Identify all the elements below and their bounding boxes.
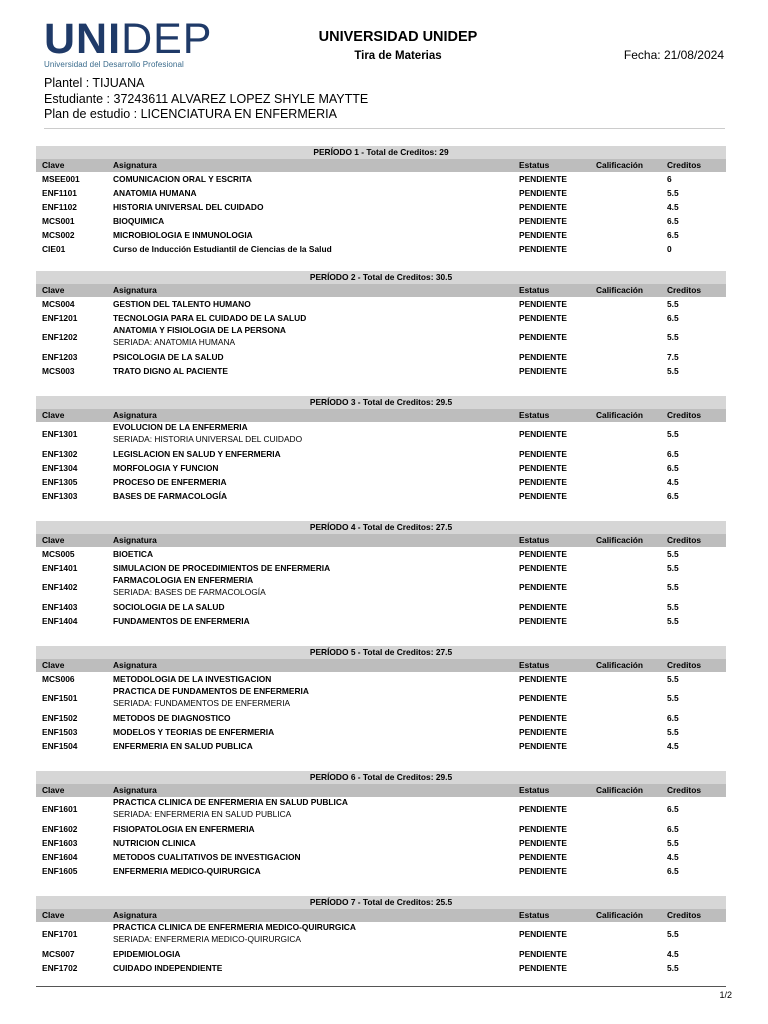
period-header: PERÍODO 3 - Total de Creditos: 29.5 — [36, 396, 726, 409]
col-header-estatus: Estatus — [519, 910, 550, 920]
col-header-asignatura: Asignatura — [113, 535, 157, 545]
subject-status: PENDIENTE — [519, 616, 567, 626]
subject-credits: 5.5 — [667, 332, 679, 342]
subject-credits: 6.5 — [667, 804, 679, 814]
subject-code: MCS002 — [42, 230, 75, 240]
subject-name: Curso de Inducción Estudiantil de Ciencias de la Salud — [113, 244, 332, 254]
subject-code: ENF1502 — [42, 713, 78, 723]
subject-name: TECNOLOGIA PARA EL CUIDADO DE LA SALUD — [113, 313, 307, 323]
subject-name-cell — [113, 547, 153, 561]
subject-row — [36, 547, 726, 561]
subject-credits: 6.5 — [667, 216, 679, 226]
subject-credits: 6.5 — [667, 824, 679, 834]
prerequisite-note: SERIADA: HISTORIA UNIVERSAL DEL CUIDADO — [113, 433, 303, 444]
col-header-asignatura: Asignatura — [113, 660, 157, 670]
subject-name-cell — [113, 600, 225, 614]
column-headers — [36, 284, 726, 297]
subject-code: MSEE001 — [42, 174, 80, 184]
subject-name-cell — [113, 461, 218, 475]
subject-row — [36, 575, 726, 600]
subject-name-cell — [113, 242, 332, 256]
subject-status: PENDIENTE — [519, 963, 567, 973]
col-header-creditos: Creditos — [667, 660, 701, 670]
subject-name: METODOS DE DIAGNOSTICO — [113, 713, 231, 723]
subject-credits: 5.5 — [667, 727, 679, 737]
subject-credits: 6.5 — [667, 230, 679, 240]
subject-status: PENDIENTE — [519, 866, 567, 876]
subject-row — [36, 797, 726, 822]
subject-code: ENF1701 — [42, 929, 78, 939]
col-header-calificacion: Calificación — [596, 910, 644, 920]
page-number: 1/2 — [719, 990, 732, 1000]
subject-name: LEGISLACION EN SALUD Y ENFERMERIA — [113, 449, 281, 459]
subject-credits: 5.5 — [667, 616, 679, 626]
col-header-estatus: Estatus — [519, 285, 550, 295]
subject-status: PENDIENTE — [519, 216, 567, 226]
subject-status: PENDIENTE — [519, 713, 567, 723]
subject-name: TRATO DIGNO AL PACIENTE — [113, 366, 228, 376]
subject-name-cell — [113, 711, 231, 725]
period-table — [36, 396, 726, 503]
subject-row — [36, 614, 726, 628]
period-header: PERÍODO 7 - Total de Creditos: 25.5 — [36, 896, 726, 909]
subject-row — [36, 350, 726, 364]
col-header-calificacion: Calificación — [596, 660, 644, 670]
subject-row — [36, 447, 726, 461]
period-header: PERÍODO 1 - Total de Creditos: 29 — [36, 146, 726, 159]
subject-credits: 4.5 — [667, 202, 679, 212]
subject-name-cell — [113, 797, 348, 820]
subject-name: BASES DE FARMACOLOGÍA — [113, 491, 227, 501]
subject-code: MCS003 — [42, 366, 75, 376]
subject-name: HISTORIA UNIVERSAL DEL CUIDADO — [113, 202, 264, 212]
prerequisite-note: SERIADA: ANATOMIA HUMANA — [113, 336, 236, 347]
subject-code: ENF1201 — [42, 313, 78, 323]
subject-row — [36, 864, 726, 878]
subject-status: PENDIENTE — [519, 202, 567, 212]
logo-wordmark — [44, 15, 213, 63]
col-header-clave: Clave — [42, 660, 65, 670]
prerequisite-note: SERIADA: FUNDAMENTOS DE ENFERMERIA — [113, 697, 291, 708]
subject-credits: 5.5 — [667, 929, 679, 939]
subject-name-cell — [113, 961, 222, 975]
subject-credits: 5.5 — [667, 188, 679, 198]
subject-code: ENF1301 — [42, 429, 78, 439]
subject-credits: 5.5 — [667, 366, 679, 376]
subject-name-cell — [113, 864, 261, 878]
col-header-asignatura: Asignatura — [113, 785, 157, 795]
issue-date: Fecha: 21/08/2024 — [623, 48, 724, 62]
col-header-calificacion: Calificación — [596, 160, 644, 170]
subject-row — [36, 686, 726, 711]
subject-credits: 6.5 — [667, 866, 679, 876]
subject-status: PENDIENTE — [519, 674, 567, 684]
subject-name: ENFERMERIA MEDICO-QUIRURGICA — [113, 866, 261, 876]
plantel-line: Plantel : TIJUANA — [44, 76, 145, 90]
prerequisite-note: SERIADA: BASES DE FARMACOLOGÍA — [113, 586, 266, 597]
subject-name: ANATOMIA HUMANA — [113, 188, 197, 198]
subject-status: PENDIENTE — [519, 582, 567, 592]
col-header-calificacion: Calificación — [596, 410, 644, 420]
subject-status: PENDIENTE — [519, 929, 567, 939]
subject-row — [36, 850, 726, 864]
subject-name-cell — [113, 228, 253, 242]
subject-credits: 6.5 — [667, 463, 679, 473]
subject-status: PENDIENTE — [519, 230, 567, 240]
subject-code: ENF1303 — [42, 491, 78, 501]
subject-credits: 4.5 — [667, 852, 679, 862]
subject-credits: 4.5 — [667, 741, 679, 751]
subject-code: ENF1603 — [42, 838, 78, 848]
subject-row — [36, 364, 726, 378]
col-header-estatus: Estatus — [519, 410, 550, 420]
subject-row — [36, 242, 726, 256]
column-headers — [36, 784, 726, 797]
subject-name-cell — [113, 172, 252, 186]
period-header: PERÍODO 6 - Total de Creditos: 29.5 — [36, 771, 726, 784]
subject-name: FUNDAMENTOS DE ENFERMERIA — [113, 616, 250, 626]
subject-row — [36, 422, 726, 447]
subject-credits: 5.5 — [667, 299, 679, 309]
subject-code: ENF1304 — [42, 463, 78, 473]
subject-status: PENDIENTE — [519, 463, 567, 473]
university-title: UNIVERSIDAD UNIDEP — [318, 29, 478, 45]
subject-credits: 5.5 — [667, 693, 679, 703]
subject-status: PENDIENTE — [519, 838, 567, 848]
col-header-clave: Clave — [42, 410, 65, 420]
col-header-creditos: Creditos — [667, 535, 701, 545]
col-header-asignatura: Asignatura — [113, 160, 157, 170]
subject-status: PENDIENTE — [519, 602, 567, 612]
subject-credits: 4.5 — [667, 477, 679, 487]
subject-name-cell — [113, 186, 197, 200]
subject-name-cell — [113, 575, 266, 598]
subject-status: PENDIENTE — [519, 549, 567, 559]
subject-row — [36, 200, 726, 214]
subject-status: PENDIENTE — [519, 429, 567, 439]
subject-name: PRACTICA CLINICA DE ENFERMERIA EN SALUD PUBLICA — [113, 797, 348, 807]
subject-row — [36, 947, 726, 961]
subject-name-cell — [113, 447, 281, 461]
subject-code: ENF1602 — [42, 824, 78, 834]
subject-code: ENF1302 — [42, 449, 78, 459]
unidep-logo — [44, 15, 213, 69]
subject-code: ENF1101 — [42, 188, 77, 198]
subject-name-cell — [113, 922, 356, 945]
subject-code: ENF1402 — [42, 582, 78, 592]
subject-code: ENF1605 — [42, 866, 78, 876]
subject-status: PENDIENTE — [519, 332, 567, 342]
subject-row — [36, 297, 726, 311]
col-header-creditos: Creditos — [667, 285, 701, 295]
col-header-estatus: Estatus — [519, 160, 550, 170]
subject-credits: 6.5 — [667, 313, 679, 323]
column-headers — [36, 909, 726, 922]
subject-name: SIMULACION DE PROCEDIMIENTOS DE ENFERMERIA — [113, 563, 331, 573]
col-header-clave: Clave — [42, 785, 65, 795]
subject-code: ENF1604 — [42, 852, 78, 862]
subject-name-cell — [113, 947, 180, 961]
subject-name-cell — [113, 739, 253, 753]
subject-credits: 6.5 — [667, 491, 679, 501]
subject-row — [36, 214, 726, 228]
column-headers — [36, 659, 726, 672]
col-header-calificacion: Calificación — [596, 785, 644, 795]
subject-code: MCS007 — [42, 949, 75, 959]
subject-code: ENF1403 — [42, 602, 78, 612]
subject-credits: 6.5 — [667, 713, 679, 723]
subject-name: GESTION DEL TALENTO HUMANO — [113, 299, 251, 309]
subject-name-cell — [113, 297, 251, 311]
subject-name: BIOQUIMICA — [113, 216, 165, 226]
period-table — [36, 146, 726, 256]
subject-status: PENDIENTE — [519, 804, 567, 814]
col-header-estatus: Estatus — [519, 535, 550, 545]
subject-row — [36, 325, 726, 350]
period-header: PERÍODO 5 - Total de Creditos: 27.5 — [36, 646, 726, 659]
subject-name-cell — [113, 325, 286, 348]
subject-name: EPIDEMIOLOGIA — [113, 949, 181, 959]
subject-row — [36, 961, 726, 975]
prerequisite-note: SERIADA: ENFERMERIA EN SALUD PUBLICA — [113, 808, 292, 819]
subject-name-cell — [113, 686, 309, 709]
subject-code: ENF1401 — [42, 563, 78, 573]
subject-name-cell — [113, 672, 271, 686]
subject-row — [36, 725, 726, 739]
subject-credits: 5.5 — [667, 563, 679, 573]
subject-row — [36, 672, 726, 686]
subject-status: PENDIENTE — [519, 852, 567, 862]
subject-status: PENDIENTE — [519, 313, 567, 323]
subject-status: PENDIENTE — [519, 741, 567, 751]
subject-status: PENDIENTE — [519, 352, 567, 362]
subject-code: MCS001 — [42, 216, 75, 226]
col-header-clave: Clave — [42, 535, 65, 545]
subject-name-cell — [113, 350, 224, 364]
subject-credits: 5.5 — [667, 602, 679, 612]
subject-code: ENF1305 — [42, 477, 78, 487]
subject-name-cell — [113, 489, 227, 503]
col-header-clave: Clave — [42, 910, 65, 920]
period-table — [36, 896, 726, 975]
subject-status: PENDIENTE — [519, 563, 567, 573]
subject-status: PENDIENTE — [519, 477, 567, 487]
subject-name: PRACTICA DE FUNDAMENTOS DE ENFERMERIA — [113, 686, 309, 696]
subject-row — [36, 475, 726, 489]
subject-name: MORFOLOGIA Y FUNCION — [113, 463, 219, 473]
subject-name: ANATOMIA Y FISIOLOGIA DE LA PERSONA — [113, 325, 286, 335]
subject-name: MODELOS Y TEORIAS DE ENFERMERIA — [113, 727, 275, 737]
subject-status: PENDIENTE — [519, 366, 567, 376]
col-header-calificacion: Calificación — [596, 285, 644, 295]
subject-name-cell — [113, 311, 306, 325]
footer-divider — [36, 986, 726, 987]
subject-credits: 0 — [667, 244, 672, 254]
subject-credits: 5.5 — [667, 674, 679, 684]
col-header-asignatura: Asignatura — [113, 410, 157, 420]
subject-credits: 4.5 — [667, 949, 679, 959]
prerequisite-note: SERIADA: ENFERMERIA MEDICO-QUIRURGICA — [113, 933, 301, 944]
subject-code: ENF1702 — [42, 963, 78, 973]
subject-name-cell — [113, 822, 255, 836]
column-headers — [36, 409, 726, 422]
logo-bold-text: UNI — [44, 15, 122, 63]
subject-name-cell — [113, 725, 274, 739]
subject-row — [36, 228, 726, 242]
subject-name-cell — [113, 836, 196, 850]
column-headers — [36, 159, 726, 172]
subject-name: COMUNICACION ORAL Y ESCRITA — [113, 174, 252, 184]
logo-subtitle: Universidad del Desarrollo Profesional — [44, 60, 184, 69]
subject-row — [36, 561, 726, 575]
subject-status: PENDIENTE — [519, 727, 567, 737]
subject-name: EVOLUCION DE LA ENFERMERIA — [113, 422, 248, 432]
subject-status: PENDIENTE — [519, 299, 567, 309]
subject-code: ENF1202 — [42, 332, 78, 342]
subject-row — [36, 600, 726, 614]
subject-name: METODOLOGIA DE LA INVESTIGACION — [113, 674, 272, 684]
period-header: PERÍODO 2 - Total de Creditos: 30.5 — [36, 271, 726, 284]
subject-code: MCS005 — [42, 549, 75, 559]
subject-name: FARMACOLOGIA EN ENFERMERIA — [113, 575, 254, 585]
subject-name-cell — [113, 475, 227, 489]
subject-row — [36, 172, 726, 186]
subject-credits: 6.5 — [667, 449, 679, 459]
subject-status: PENDIENTE — [519, 693, 567, 703]
subject-name: METODOS CUALITATIVOS DE INVESTIGACION — [113, 852, 301, 862]
subject-row — [36, 186, 726, 200]
col-header-creditos: Creditos — [667, 160, 701, 170]
student-info — [44, 76, 368, 123]
col-header-creditos: Creditos — [667, 910, 701, 920]
subject-name: MICROBIOLOGIA E INMUNOLOGIA — [113, 230, 253, 240]
subject-name-cell — [113, 200, 263, 214]
subject-name: PSICOLOGIA DE LA SALUD — [113, 352, 224, 362]
subject-credits: 5.5 — [667, 582, 679, 592]
col-header-clave: Clave — [42, 285, 65, 295]
subject-row — [36, 836, 726, 850]
subject-row — [36, 922, 726, 947]
subject-name-cell — [113, 214, 164, 228]
subject-row — [36, 711, 726, 725]
subject-code: ENF1203 — [42, 352, 78, 362]
subject-row — [36, 822, 726, 836]
subject-code: CIE01 — [42, 244, 66, 254]
subject-status: PENDIENTE — [519, 824, 567, 834]
period-header: PERÍODO 4 - Total de Creditos: 27.5 — [36, 521, 726, 534]
subject-row — [36, 461, 726, 475]
subject-credits: 6 — [667, 174, 672, 184]
subject-name: CUIDADO INDEPENDIENTE — [113, 963, 223, 973]
subject-code: ENF1404 — [42, 616, 78, 626]
subject-name: PRACTICA CLINICA DE ENFERMERIA MEDICO-QUIRURGICA — [113, 922, 356, 932]
subject-code: ENF1102 — [42, 202, 77, 212]
logo-thin-text: DEP — [121, 15, 213, 63]
subject-status: PENDIENTE — [519, 244, 567, 254]
subject-status: PENDIENTE — [519, 449, 567, 459]
study-plan-line: Plan de estudio : LICENCIATURA EN ENFERMERIA — [44, 107, 337, 122]
subject-status: PENDIENTE — [519, 174, 567, 184]
subject-status: PENDIENTE — [519, 188, 567, 198]
column-headers — [36, 534, 726, 547]
subject-name: ENFERMERIA EN SALUD PUBLICA — [113, 741, 253, 751]
subject-name-cell — [113, 561, 330, 575]
col-header-clave: Clave — [42, 160, 65, 170]
col-header-creditos: Creditos — [667, 410, 701, 420]
col-header-creditos: Creditos — [667, 785, 701, 795]
student-line: Estudiante : 37243611 ALVAREZ LOPEZ SHYLE MAYTTE — [44, 91, 369, 106]
document-title: Tira de Materias — [354, 50, 442, 62]
subject-name-cell — [113, 364, 228, 378]
subject-status: PENDIENTE — [519, 491, 567, 501]
col-header-asignatura: Asignatura — [113, 910, 157, 920]
subject-code: ENF1501 — [42, 693, 78, 703]
col-header-asignatura: Asignatura — [113, 285, 157, 295]
subject-row — [36, 739, 726, 753]
subject-credits: 5.5 — [667, 549, 679, 559]
subject-status: PENDIENTE — [519, 949, 567, 959]
subject-credits: 7.5 — [667, 352, 679, 362]
subject-row — [36, 489, 726, 503]
col-header-estatus: Estatus — [519, 785, 550, 795]
col-header-estatus: Estatus — [519, 660, 550, 670]
subject-name-cell — [113, 422, 302, 445]
subject-code: ENF1601 — [42, 804, 78, 814]
subject-credits: 5.5 — [667, 838, 679, 848]
subject-code: ENF1503 — [42, 727, 78, 737]
subject-credits: 5.5 — [667, 963, 679, 973]
subject-row — [36, 311, 726, 325]
subject-code: MCS006 — [42, 674, 75, 684]
subject-code: ENF1504 — [42, 741, 78, 751]
period-table — [36, 271, 726, 378]
header-divider — [44, 128, 725, 129]
period-table — [36, 646, 726, 753]
subject-name: FISIOPATOLOGIA EN ENFERMERIA — [113, 824, 255, 834]
subject-name: BIOETICA — [113, 549, 154, 559]
period-table — [36, 521, 726, 628]
subject-code: MCS004 — [42, 299, 75, 309]
subject-name: SOCIOLOGIA DE LA SALUD — [113, 602, 225, 612]
subject-credits: 5.5 — [667, 429, 679, 439]
subject-name-cell — [113, 850, 301, 864]
subject-name: NUTRICION CLINICA — [113, 838, 196, 848]
subject-name-cell — [113, 614, 250, 628]
period-table — [36, 771, 726, 878]
subject-name: PROCESO DE ENFERMERIA — [113, 477, 227, 487]
col-header-calificacion: Calificación — [596, 535, 644, 545]
